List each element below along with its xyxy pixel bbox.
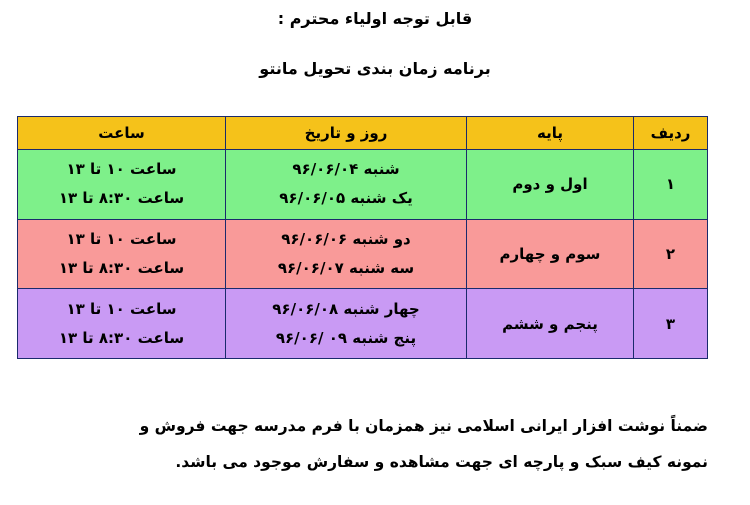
time-line: ساعت ۱۰ تا ۱۳ [66,229,177,248]
time-cell [18,219,226,289]
time-cell [18,289,226,359]
date-line: دو شنبه ۹۶/۰۶/۰۶ [281,229,411,248]
footer-note-line-1: ضمناً نوشت افزار ایرانی اسلامی نیز همزمان با فرم مدرسه جهت فروش و [139,417,708,435]
header-day-date: روز و تاریخ [226,117,467,150]
date-line: شنبه ۹۶/۰۶/۰۴ [292,160,400,179]
time-line: ساعت ۸:۳۰ تا ۱۳ [58,189,185,208]
date-cell [226,150,467,220]
date-line: چهار شنبه ۹۶/۰۶/۰۸ [272,299,420,318]
grade-cell: اول و دوم [467,150,634,220]
date-line: سه شنبه ۹۶/۰۶/۰۷ [277,258,415,277]
row-number: ۱ [634,150,708,220]
table-row [18,289,708,359]
date-line: یک شنبه ۹۶/۰۶/۰۵ [279,189,413,208]
schedule-title: برنامه زمان بندی تحویل مانتو [259,59,491,78]
time-line: ساعت ۸:۳۰ تا ۱۳ [58,258,185,277]
header-row-number: ردیف [634,117,708,150]
date-cell [226,219,467,289]
time-line: ساعت ۸:۳۰ تا ۱۳ [58,328,185,347]
footer-note-line-2: نمونه کیف سبک و پارچه ای جهت مشاهده و سفارش موجود می باشد. [175,453,708,471]
grade-cell: سوم و چهارم [467,219,634,289]
time-line: ساعت ۱۰ تا ۱۳ [66,299,177,318]
header-time: ساعت [18,117,226,150]
notice-heading: قابل توجه اولیاء محترم : [277,9,473,28]
time-cell [18,150,226,220]
header-grade: پایه [467,117,634,150]
schedule-table [17,116,708,359]
table-row [18,150,708,220]
date-line: پنج شنبه ۰۹ /۹۶/۰۶ [275,328,417,347]
row-number: ۳ [634,289,708,359]
row-number: ۲ [634,219,708,289]
grade-cell: پنجم و ششم [467,289,634,359]
table-row [18,219,708,289]
table-header-row [18,117,708,150]
time-line: ساعت ۱۰ تا ۱۳ [66,160,177,179]
date-cell [226,289,467,359]
